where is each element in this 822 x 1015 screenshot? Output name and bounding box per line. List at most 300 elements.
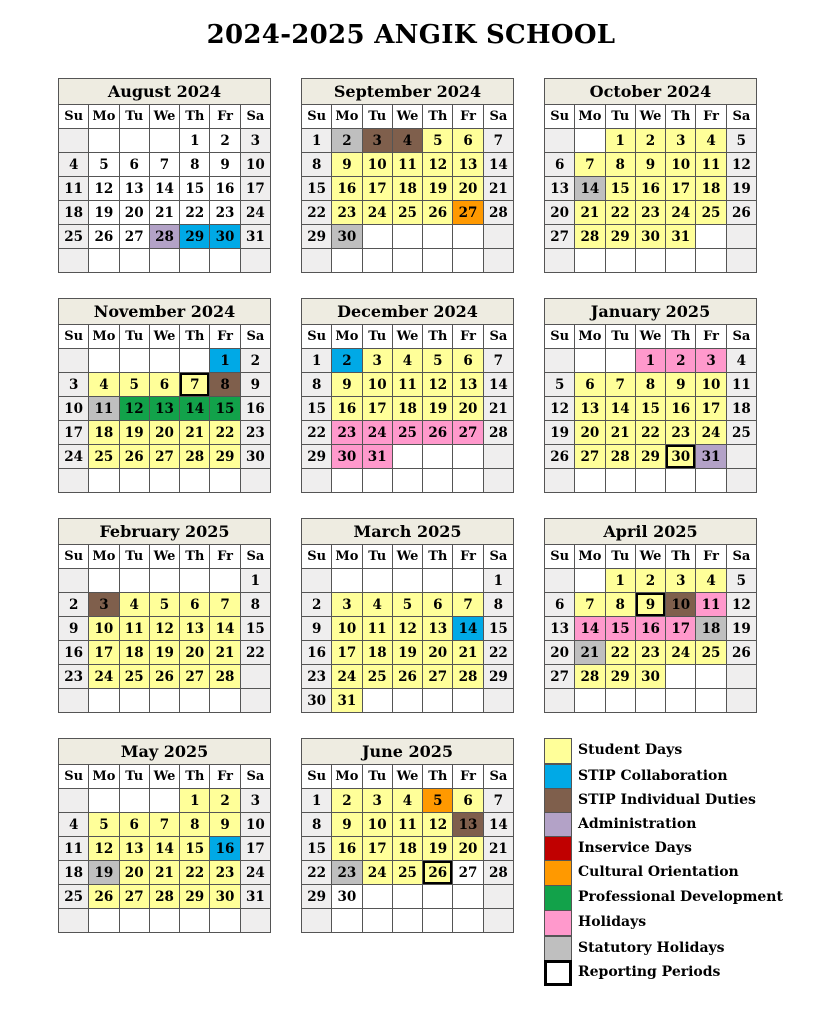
day-cell: 2 [666,349,696,373]
day-cell: 9 [635,153,665,177]
empty-cell [605,349,635,373]
empty-cell [302,469,332,493]
day-cell: 13 [423,617,453,641]
empty-cell [575,129,605,153]
day-cell: 22 [180,201,210,225]
day-cell: 1 [635,349,665,373]
day-cell: 8 [302,153,332,177]
day-cell: 24 [89,665,119,689]
weekday-header: Th [180,105,210,129]
day-cell: 3 [362,789,392,813]
weekday-header: Mo [332,545,362,569]
day-cell: 13 [453,373,483,397]
empty-cell [545,689,575,713]
day-cell: 7 [483,129,513,153]
day-cell: 30 [332,885,362,909]
day-cell: 10 [666,153,696,177]
day-cell: 22 [302,201,332,225]
day-cell: 31 [240,225,270,249]
empty-cell [392,445,422,469]
day-cell: 23 [210,861,240,885]
day-cell: 2 [635,569,665,593]
day-cell: 26 [423,861,453,885]
weekday-header: Th [180,325,210,349]
day-cell: 7 [575,593,605,617]
legend-label: Professional Development [578,889,783,905]
day-cell: 21 [483,837,513,861]
weekday-header: Mo [332,325,362,349]
day-cell: 6 [119,813,149,837]
day-cell: 12 [89,837,119,861]
day-cell: 18 [726,397,756,421]
day-cell: 16 [332,837,362,861]
empty-cell [453,445,483,469]
day-cell: 12 [392,617,422,641]
day-cell: 28 [605,445,635,469]
empty-cell [696,665,726,689]
empty-cell [59,909,89,933]
empty-cell [666,665,696,689]
weekday-header: Su [302,325,332,349]
weekday-header: Tu [119,325,149,349]
empty-cell [666,469,696,493]
empty-cell [240,689,270,713]
day-cell: 10 [332,617,362,641]
day-cell: 5 [423,789,453,813]
legend-item-indiv [544,788,814,814]
day-cell: 15 [180,177,210,201]
legend-swatch [544,860,572,886]
day-cell: 27 [545,665,575,689]
legend-item-pd [544,885,814,911]
empty-cell [726,469,756,493]
day-cell: 24 [240,201,270,225]
day-cell: 30 [666,445,696,469]
day-cell: 4 [362,593,392,617]
empty-cell [362,569,392,593]
month-calendar [301,518,514,713]
empty-cell [696,225,726,249]
weekday-header: Tu [362,325,392,349]
day-cell: 19 [545,421,575,445]
day-cell: 7 [210,593,240,617]
month-title: August 2024 [59,79,271,105]
day-cell: 27 [423,665,453,689]
day-cell: 7 [149,813,179,837]
day-cell: 20 [149,421,179,445]
weekday-header: Su [59,545,89,569]
day-cell: 10 [666,593,696,617]
empty-cell [696,469,726,493]
empty-cell [59,569,89,593]
weekday-header: Sa [483,545,513,569]
empty-cell [210,569,240,593]
day-cell: 14 [605,397,635,421]
empty-cell [240,665,270,689]
day-cell: 21 [210,641,240,665]
day-cell: 25 [59,225,89,249]
day-cell: 24 [362,861,392,885]
day-cell: 7 [575,153,605,177]
day-cell: 14 [575,177,605,201]
weekday-header: We [392,545,422,569]
empty-cell [89,689,119,713]
empty-cell [392,689,422,713]
day-cell: 20 [453,837,483,861]
day-cell: 28 [210,665,240,689]
day-cell: 7 [149,153,179,177]
empty-cell [666,249,696,273]
weekday-header: Fr [696,105,726,129]
day-cell: 10 [59,397,89,421]
empty-cell [180,689,210,713]
empty-cell [605,469,635,493]
day-cell: 1 [302,789,332,813]
day-cell: 30 [240,445,270,469]
day-cell: 16 [635,177,665,201]
weekday-header: Sa [240,765,270,789]
empty-cell [362,909,392,933]
day-cell: 24 [666,201,696,225]
weekday-header: We [635,105,665,129]
empty-cell [392,225,422,249]
month-title: January 2025 [545,299,757,325]
empty-cell [180,909,210,933]
day-cell: 27 [149,445,179,469]
weekday-header: Th [423,765,453,789]
empty-cell [210,689,240,713]
day-cell: 9 [240,373,270,397]
day-cell: 10 [362,153,392,177]
empty-cell [302,909,332,933]
day-cell: 29 [180,885,210,909]
weekday-header: We [392,105,422,129]
day-cell: 6 [423,593,453,617]
day-cell: 26 [423,201,453,225]
month-title: November 2024 [59,299,271,325]
legend-swatch [544,910,572,936]
day-cell: 18 [696,177,726,201]
day-cell: 27 [575,445,605,469]
legend-item-stip [544,764,814,790]
legend-label: Cultural Orientation [578,864,739,880]
weekday-header: Sa [483,325,513,349]
day-cell: 21 [149,861,179,885]
day-cell: 8 [210,373,240,397]
empty-cell [119,469,149,493]
empty-cell [210,469,240,493]
month-calendar [301,78,514,273]
empty-cell [89,129,119,153]
day-cell: 28 [149,885,179,909]
weekday-header: Fr [210,325,240,349]
day-cell: 3 [666,569,696,593]
weekday-header: Tu [119,765,149,789]
weekday-header: Sa [726,105,756,129]
day-cell: 11 [59,837,89,861]
day-cell: 9 [210,813,240,837]
empty-cell [483,225,513,249]
day-cell: 26 [149,665,179,689]
empty-cell [392,249,422,273]
day-cell: 12 [423,813,453,837]
day-cell: 23 [59,665,89,689]
empty-cell [726,689,756,713]
day-cell: 27 [453,861,483,885]
day-cell: 24 [696,421,726,445]
day-cell: 12 [89,177,119,201]
empty-cell [180,569,210,593]
day-cell: 26 [423,421,453,445]
day-cell: 30 [635,665,665,689]
day-cell: 5 [149,593,179,617]
day-cell: 6 [453,349,483,373]
legend-item-stat [544,936,814,962]
day-cell: 5 [726,129,756,153]
weekday-header: Tu [362,105,392,129]
day-cell: 26 [392,665,422,689]
day-cell: 20 [545,641,575,665]
day-cell: 18 [119,641,149,665]
weekday-header: We [635,545,665,569]
day-cell: 16 [635,617,665,641]
day-cell: 3 [240,789,270,813]
day-cell: 19 [423,397,453,421]
day-cell: 25 [119,665,149,689]
day-cell: 15 [302,397,332,421]
day-cell: 18 [89,421,119,445]
page-title: 2024-2025 ANGIK SCHOOL [206,20,616,50]
empty-cell [362,225,392,249]
day-cell: 10 [362,373,392,397]
day-cell: 16 [210,177,240,201]
day-cell: 15 [302,177,332,201]
day-cell: 28 [453,665,483,689]
empty-cell [119,249,149,273]
day-cell: 30 [302,689,332,713]
day-cell: 2 [332,789,362,813]
empty-cell [696,689,726,713]
day-cell: 18 [696,617,726,641]
day-cell: 4 [89,373,119,397]
empty-cell [180,249,210,273]
legend-item-report [544,960,814,986]
day-cell: 16 [302,641,332,665]
weekday-header: We [392,325,422,349]
day-cell: 6 [453,129,483,153]
day-cell: 4 [59,153,89,177]
weekday-header: Th [180,545,210,569]
day-cell: 8 [483,593,513,617]
day-cell: 14 [210,617,240,641]
weekday-header: Mo [89,325,119,349]
day-cell: 4 [696,129,726,153]
day-cell: 17 [332,641,362,665]
day-cell: 11 [362,617,392,641]
day-cell: 13 [453,153,483,177]
day-cell: 23 [240,421,270,445]
day-cell: 7 [483,349,513,373]
day-cell: 28 [575,225,605,249]
day-cell: 2 [332,129,362,153]
day-cell: 11 [119,617,149,641]
day-cell: 5 [726,569,756,593]
empty-cell [575,689,605,713]
day-cell: 13 [453,813,483,837]
empty-cell [453,249,483,273]
day-cell: 17 [362,397,392,421]
weekday-header: Fr [453,325,483,349]
day-cell: 9 [332,813,362,837]
weekday-header: Sa [483,765,513,789]
empty-cell [302,569,332,593]
empty-cell [89,349,119,373]
empty-cell [483,469,513,493]
weekday-header: Mo [89,765,119,789]
legend-swatch [544,738,572,764]
day-cell: 13 [545,617,575,641]
empty-cell [119,789,149,813]
day-cell: 29 [483,665,513,689]
day-cell: 21 [483,177,513,201]
empty-cell [59,349,89,373]
day-cell: 2 [332,349,362,373]
day-cell: 6 [545,593,575,617]
empty-cell [89,569,119,593]
empty-cell [149,789,179,813]
empty-cell [149,129,179,153]
day-cell: 1 [180,129,210,153]
day-cell: 9 [59,617,89,641]
day-cell: 9 [635,593,665,617]
empty-cell [666,689,696,713]
day-cell: 7 [180,373,210,397]
empty-cell [423,445,453,469]
day-cell: 11 [696,593,726,617]
empty-cell [392,469,422,493]
day-cell: 12 [726,593,756,617]
day-cell: 29 [635,445,665,469]
day-cell: 29 [180,225,210,249]
legend-label: Administration [578,816,697,832]
day-cell: 18 [59,861,89,885]
empty-cell [59,469,89,493]
day-cell: 27 [119,885,149,909]
day-cell: 30 [210,885,240,909]
day-cell: 3 [362,349,392,373]
day-cell: 1 [605,569,635,593]
day-cell: 2 [210,789,240,813]
weekday-header: Fr [696,545,726,569]
day-cell: 30 [635,225,665,249]
empty-cell [119,349,149,373]
day-cell: 4 [696,569,726,593]
empty-cell [362,885,392,909]
day-cell: 2 [59,593,89,617]
weekday-header: Su [59,765,89,789]
day-cell: 9 [332,153,362,177]
day-cell: 3 [696,349,726,373]
empty-cell [545,469,575,493]
weekday-header: Mo [575,105,605,129]
empty-cell [605,249,635,273]
weekday-header: Mo [89,545,119,569]
day-cell: 20 [423,641,453,665]
day-cell: 5 [89,813,119,837]
day-cell: 12 [149,617,179,641]
day-cell: 22 [302,861,332,885]
day-cell: 11 [89,397,119,421]
empty-cell [453,225,483,249]
empty-cell [210,249,240,273]
empty-cell [726,225,756,249]
day-cell: 3 [59,373,89,397]
day-cell: 26 [119,445,149,469]
empty-cell [483,249,513,273]
weekday-header: We [392,765,422,789]
day-cell: 8 [240,593,270,617]
day-cell: 11 [392,813,422,837]
weekday-header: Mo [332,105,362,129]
weekday-header: Th [423,545,453,569]
month-title: February 2025 [59,519,271,545]
day-cell: 13 [119,837,149,861]
day-cell: 14 [483,373,513,397]
empty-cell [423,885,453,909]
empty-cell [545,569,575,593]
empty-cell [240,909,270,933]
day-cell: 10 [362,813,392,837]
day-cell: 11 [696,153,726,177]
day-cell: 14 [180,397,210,421]
day-cell: 1 [302,129,332,153]
legend-label: Reporting Periods [578,964,721,980]
legend-label: Statutory Holidays [578,940,725,956]
day-cell: 24 [332,665,362,689]
day-cell: 5 [392,593,422,617]
day-cell: 6 [545,153,575,177]
day-cell: 8 [180,153,210,177]
day-cell: 2 [210,129,240,153]
legend-label: Student Days [578,742,683,758]
day-cell: 7 [453,593,483,617]
day-cell: 15 [210,397,240,421]
day-cell: 21 [453,641,483,665]
empty-cell [240,469,270,493]
day-cell: 23 [302,665,332,689]
weekday-header: Su [545,105,575,129]
day-cell: 4 [726,349,756,373]
month-title: May 2025 [59,739,271,765]
weekday-header: Mo [575,325,605,349]
weekday-header: We [149,765,179,789]
day-cell: 11 [392,153,422,177]
empty-cell [392,885,422,909]
day-cell: 26 [89,225,119,249]
month-calendar [58,298,271,493]
day-cell: 19 [149,641,179,665]
day-cell: 25 [362,665,392,689]
day-cell: 29 [302,885,332,909]
day-cell: 21 [149,201,179,225]
day-cell: 2 [302,593,332,617]
day-cell: 23 [666,421,696,445]
month-title: September 2024 [302,79,514,105]
empty-cell [89,789,119,813]
empty-cell [362,689,392,713]
day-cell: 7 [605,373,635,397]
day-cell: 4 [392,349,422,373]
